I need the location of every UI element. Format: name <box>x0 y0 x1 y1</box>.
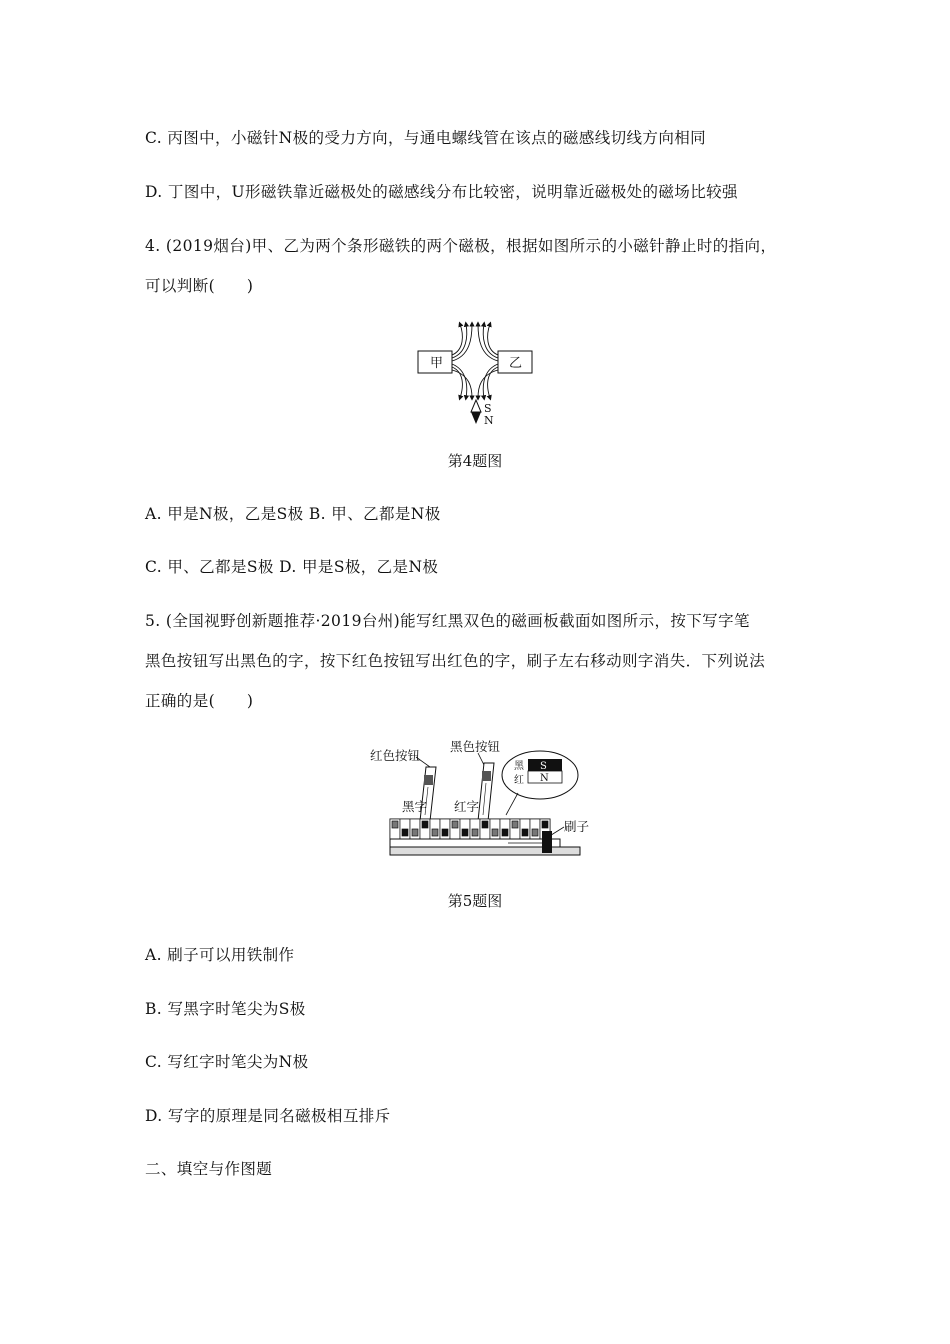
board-particle <box>482 821 488 828</box>
inset-s-label: S <box>540 761 547 772</box>
board-particle <box>402 829 408 836</box>
inset-black-label: 黑 <box>514 761 524 772</box>
board-particle <box>452 821 458 828</box>
board-particle <box>412 829 418 836</box>
q4-figure <box>412 320 537 430</box>
board-particle <box>422 821 428 828</box>
q3-option-c: C. 丙图中，小磁针N极的受力方向，与通电螺线管在该点的磁感线切线方向相同 <box>145 129 707 147</box>
board-particle <box>472 829 478 836</box>
board-particle <box>432 829 438 836</box>
needle-n-label: N <box>484 414 494 427</box>
board-cells <box>390 819 550 839</box>
q3-option-d: D. 丁图中，U形磁铁靠近磁极处的磁感线分布比较密，说明靠近磁极处的磁场比较强 <box>145 183 738 201</box>
brush <box>542 831 552 853</box>
field-lines-bottom <box>452 364 498 398</box>
q4-options-line1: A. 甲是N极，乙是S极 B. 甲、乙都是N极 <box>145 505 441 523</box>
q5-option-a: A. 刷子可以用铁制作 <box>145 946 295 964</box>
q5-stem-line2: 黑色按钮写出黑色的字，按下红色按钮写出红色的字，刷子左右移动则字消失．下列说法 <box>145 652 766 670</box>
board-particle <box>492 829 498 836</box>
inset-red-label: 红 <box>514 775 524 786</box>
q5-option-d: D. 写字的原理是同名磁极相互排斥 <box>145 1107 391 1125</box>
brush-label: 刷子 <box>564 819 590 834</box>
section-title: 二、填空与作图题 <box>145 1160 273 1178</box>
q5-caption: 第5题图 <box>447 892 503 910</box>
pen-right <box>478 763 494 821</box>
magnet-jia-label: 甲 <box>430 356 444 371</box>
board-particle <box>512 821 518 828</box>
board-particle <box>532 829 538 836</box>
board-particle <box>392 821 398 828</box>
board-particle <box>462 829 468 836</box>
q5-option-b: B. 写黑字时笔尖为S极 <box>145 1000 306 1018</box>
q5-stem-line1: 5. (全国视野创新题推荐·2019台州)能写红黑双色的磁画板截面如图所示，按下写字笔 <box>145 612 750 630</box>
q4-stem-line2: 可以判断( ) <box>145 277 254 295</box>
black-text-label: 黑字 <box>402 799 428 814</box>
needle-s-half <box>471 400 481 412</box>
magnet-yi-label: 乙 <box>509 356 523 371</box>
inset-n-label: N <box>540 773 549 784</box>
q5-figure <box>368 735 590 863</box>
needle-s-label: S <box>484 402 492 415</box>
red-text-label: 红字 <box>454 799 480 814</box>
board-particle <box>442 829 448 836</box>
field-lines-top <box>452 324 498 361</box>
board-particle <box>542 821 548 828</box>
q5-option-c: C. 写红字时笔尖为N极 <box>145 1053 309 1071</box>
needle-n-half <box>471 412 481 424</box>
red-button-label: 红色按钮 <box>370 748 421 763</box>
board-particle <box>502 829 508 836</box>
q4-options-line2: C. 甲、乙都是S极 D. 甲是S极，乙是N极 <box>145 558 439 576</box>
q5-stem-line3: 正确的是( ) <box>145 692 254 710</box>
q4-stem-line1: 4. (2019烟台)甲、乙为两个条形磁铁的两个磁极，根据如图所示的小磁针静止时的指向， <box>145 237 777 255</box>
q4-caption: 第4题图 <box>447 452 503 470</box>
board-particle <box>522 829 528 836</box>
black-button-label: 黑色按钮 <box>450 739 501 754</box>
